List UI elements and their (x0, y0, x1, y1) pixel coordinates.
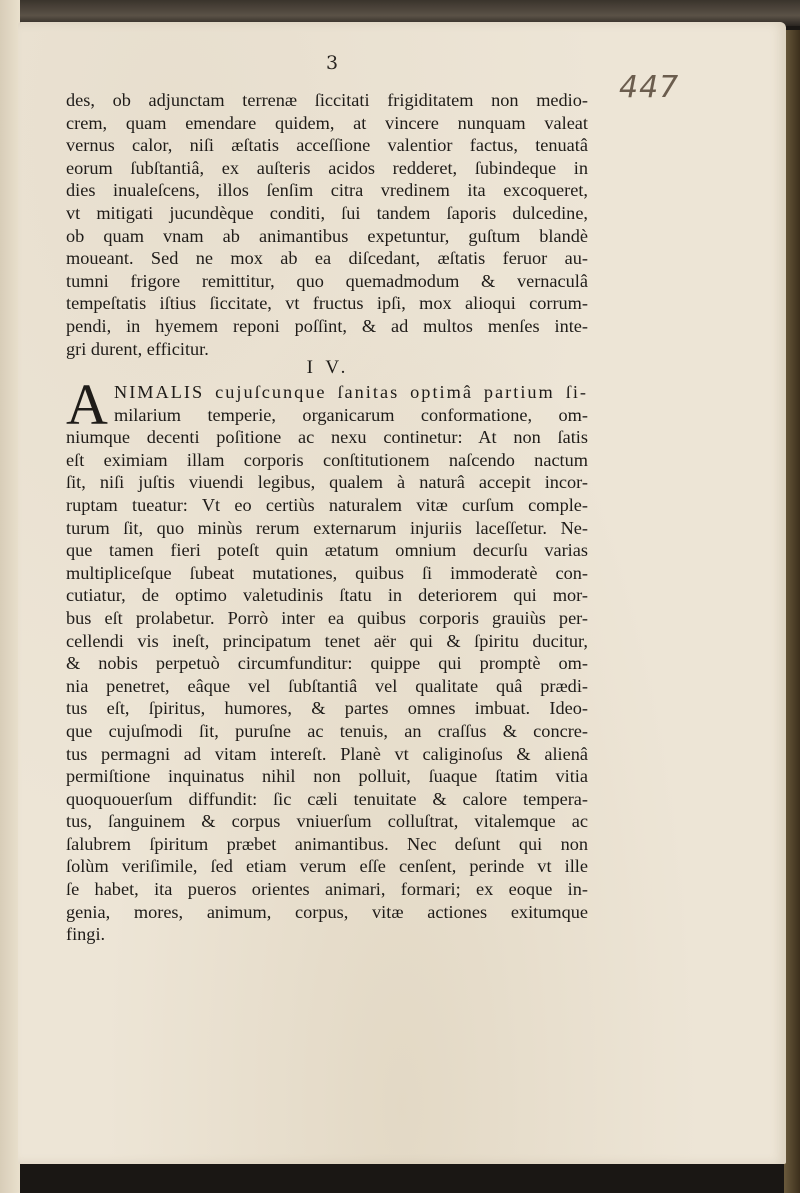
text-line: gri durent, efficitur. (66, 338, 209, 359)
text-line: fingi. (66, 924, 106, 945)
text-line: niumque decenti poſitione ac nexu continetur: At non ſatis (66, 427, 588, 448)
text-line: tus eſt, ſpiritus, humores, & partes omnes imbuat. Ideo- (66, 698, 588, 719)
text-line: milarium temperie, organicarum conformatione, om- (114, 404, 588, 425)
text-line: dies inualeſcens, illos ſenſim citra vredinem ita excoqueret, (66, 180, 588, 201)
text-line: bus eſt prolabetur. Porrò inter ea quibus corporis grauiùs per- (66, 607, 588, 628)
text-line: crem, quam emendare quidem, at vincere nunquam valeat (66, 112, 588, 133)
book-edge-right (784, 30, 800, 1193)
text-line: ſalubrem ſpiritum præbet animantibus. Nec deſunt qui non (66, 833, 588, 854)
text-line: pendi, in hyemem reponi poſſint, & ad multos menſes inte- (66, 315, 588, 336)
text-line: ſit, niſi juſtis viuendi legibus, qualem à naturâ accepit incor- (66, 472, 588, 493)
text-line: vt mitigati jucundèque conditi, ſui tandem ſaporis dulcedine, (66, 202, 588, 223)
text-line: moueant. Sed ne mox ab ea diſcedant, æſtatis feruor au- (66, 248, 588, 269)
text-line: ſe habet, ita pueros orientes animari, formari; ex eoque in- (66, 879, 588, 900)
text-line: ruptam tueatur: Vt eo certiùs naturalem vitæ curſum comple- (66, 494, 588, 515)
text-line: & nobis perpetuò circumfunditur: quippe qui promptè om- (66, 653, 588, 674)
paragraph-2 (66, 372, 588, 946)
text-line: genia, mores, animum, corpus, vitæ actiones exitumque (66, 901, 588, 922)
text-line: vernus calor, niſi æſtatis acceſſione valentior factus, tenuatâ (66, 135, 588, 156)
text-line: permiſtione inquinatus nihil non polluit, ſuaque ſtatim vitia (66, 766, 588, 787)
text-line: que cujuſmodi ſit, puruſne ac tenuis, an craſſus & concre- (66, 720, 588, 741)
text-line: eſt eximiam illam corporis conſtitutionem naſcendo nactum (66, 449, 588, 470)
text-line: tempeſtatis iſtius ſiccitate, vt fructus ipſi, mox alioqui corrum- (66, 293, 588, 314)
text-line: NIMALIS cujuſcunque ſanitas optimâ partium ſi- (114, 382, 588, 402)
text-line: eorum ſubſtantiâ, ex auſteris acidos redderet, ſubindeque in (66, 157, 588, 178)
text-line: que tamen fieri poteſt quin ætatum omnium decurſu varias (66, 540, 588, 561)
text-line: cutiatur, de optimo valetudinis ſtatu in deteriorem qui mor- (66, 585, 588, 606)
text-line: tus permagni ad vitam intereſt. Planè vt caliginoſus & alienâ (66, 743, 588, 764)
text-line: multipliceſque ſubeat mutationes, quibus ſi immoderatè con- (66, 562, 588, 583)
drop-capital: A (66, 372, 108, 437)
handwritten-folio-number: 447 (619, 70, 680, 105)
text-line: turum ſit, quo minùs rerum externarum injuriis laceſſetur. Ne- (66, 517, 588, 538)
text-line: cellendi vis ineſt, principatum tenet aër qui & ſpiritu ducitur, (66, 630, 588, 651)
text-line: ob quam vnam ab animantibus expetuntur, guſtum blandè (66, 225, 588, 246)
text-line: tumni frigore remittitur, quo quemadmodum & vernaculâ (66, 270, 588, 291)
page-number: 3 (325, 52, 339, 74)
paragraph-1 (66, 89, 588, 360)
book-gutter (0, 0, 20, 1193)
text-line: quoquouerſum diffundit: ſic cæli tenuitate & calore tempera- (66, 788, 588, 809)
text-line: tus, ſanguinem & corpus vniuerſum colluſtrat, vitalemque ac (66, 811, 588, 832)
text-line: des, ob adjunctam terrenæ ſiccitati frigiditatem non medio- (66, 90, 588, 110)
section-heading: I V. (306, 357, 350, 378)
text-line: nia penetret, eâque vel ſubſtantiâ vel qualitate quâ prædi- (66, 675, 588, 696)
text-line: ſolùm veriſimile, ſed etiam verum eſſe cenſent, perinde vt ille (66, 856, 588, 877)
